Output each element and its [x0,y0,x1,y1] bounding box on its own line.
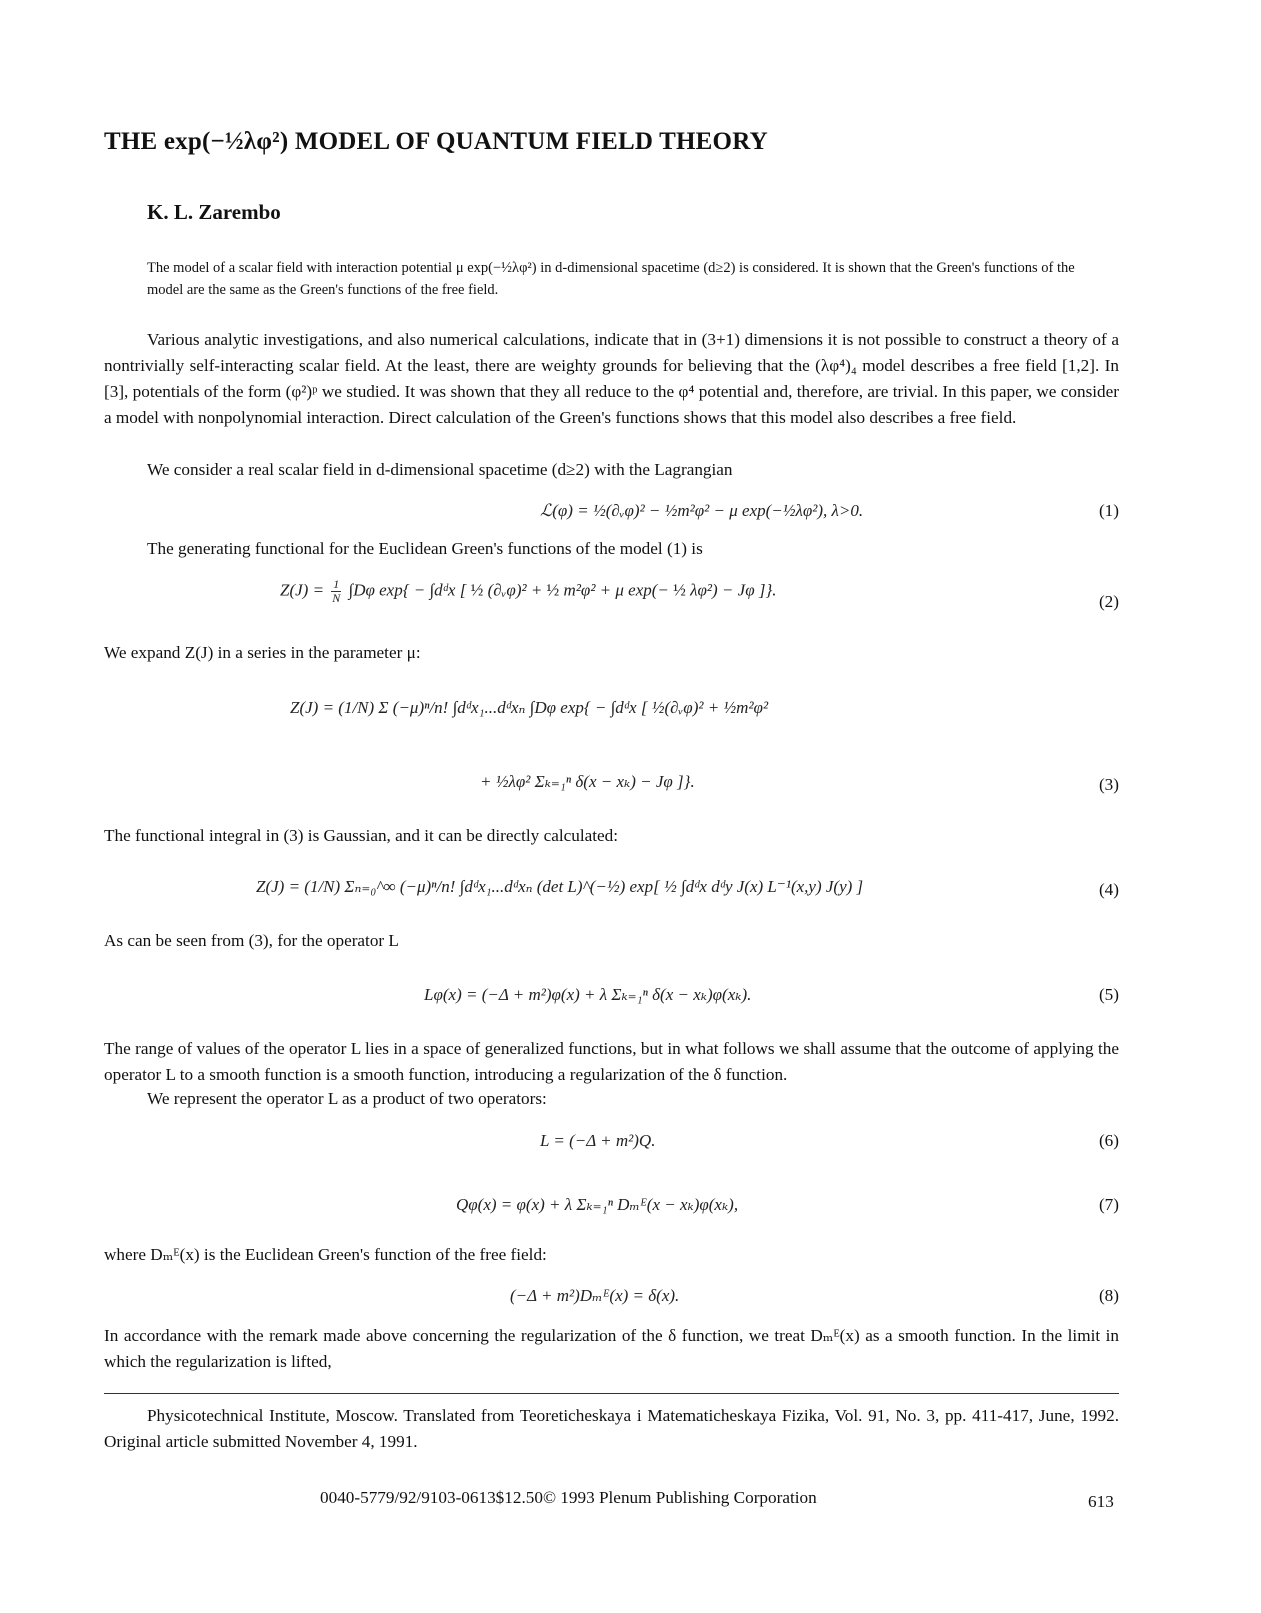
abstract: The model of a scalar field with interaction potential μ exp(−½λφ²) in d-dimensional spacetime (d≥2) is considered. It is shown that the Green's functions of the model are the same as the Green's functions of the free field. [147,260,1075,298]
page-number: 613 [1088,1492,1114,1511]
generating-intro: The generating functional for the Euclidean Green's functions of the model (1) is [147,539,703,558]
range-paragraph: The range of values of the operator L lies in a space of generalized functions, but in what follows we shall assume that the outcome of applying the operator L to a smooth function is a smooth function, introducing a regularization of the δ function. [104,1039,1119,1084]
equation-2-half-1: ½ [470,580,484,600]
operator-intro: As can be seen from (3), for the operator L [104,931,399,950]
equation-2-half-3: ½ [673,580,686,600]
closing-paragraph: In accordance with the remark made above concerning the regularization of the δ function, we treat Dₘᴱ(x) as a smooth function. In the limit in which the regularization is lifted, [104,1326,1119,1371]
equation-2-term3: λφ²) − Jφ ]}. [690,580,777,600]
equation-2-half-2: ½ [546,580,560,600]
equation-7: Qφ(x) = φ(x) + λ Σₖ₌₁ⁿ Dₘᴱ(x − xₖ)φ(xₖ), [456,1195,739,1214]
lagrangian-intro: We consider a real scalar field in d-dimensional spacetime (d≥2) with the Lagrangian [147,460,733,479]
intro-paragraph: Various analytic investigations, and also numerical calculations, indicate that in (3+1) dimensions it is not possible to construct a theory of a nontrivially self-interacting scalar field. At the least, there are weighty grounds for believing that the (λφ⁴)₄ model describes a free field [1,2]. In [3], potentials of the form (φ²)ᵖ we studied. It was shown that they all reduce to the φ⁴ potential and, therefore, are trivial. In this paper, we consider a model with nonpolynomial interaction. Direct calculation of the Green's functions shows that this model also describes a free field. [104,330,1119,427]
equation-1-number: (1) [1098,501,1119,520]
footnote: Physicotechnical Institute, Moscow. Translated from Teoreticheskaya i Matematicheskaya Fizika, Vol. 91, No. 3, pp. 411-417, June, 1992. Original article submitted November 4, 1991. [104,1406,1119,1451]
equation-2 [280,578,777,605]
imprint-line: 0040-5779/92/9103-0613$12.50© 1993 Plenum Publishing Corporation [320,1488,817,1507]
equation-8: (−Δ + m²)Dₘᴱ(x) = δ(x). [510,1286,680,1305]
author-name: K. L. Zarembo [147,200,281,224]
equation-7-number: (7) [1098,1195,1119,1214]
equation-2-term2: m²φ² + μ exp(− [563,580,669,600]
equation-4-number: (4) [1098,880,1119,899]
gaussian-intro: The functional integral in (3) is Gaussian, and it can be directly calculated: [104,826,619,845]
equation-5: Lφ(x) = (−Δ + m²)φ(x) + λ Σₖ₌₁ⁿ δ(x − xₖ)φ(xₖ). [424,985,752,1004]
equation-2-body: ∫Dφ exp{ − ∫dᵈx [ [348,580,467,600]
equation-4: Z(J) = (1/N) Σₙ₌₀^∞ (−μ)ⁿ/n! ∫dᵈx₁...dᵈxₙ (det L)^(−½) exp[ ½ ∫dᵈx dᵈy J(x) L⁻¹(x,y) J(y) ] [256,877,864,896]
equation-2-lhs: Z(J) = [280,580,325,600]
product-intro: We represent the operator L as a product of two operators: [147,1089,547,1108]
equation-8-number: (8) [1098,1286,1119,1305]
expand-intro: We expand Z(J) in a series in the parameter μ: [104,643,421,662]
equation-3-line-2: + ½λφ² Σₖ₌₁ⁿ δ(x − xₖ) − Jφ ]}. [480,772,695,791]
equation-3-number: (3) [1098,775,1119,794]
paper-title: THE exp(−½λφ²) MODEL OF QUANTUM FIELD THEORY [104,128,768,155]
equation-2-number: (2) [1098,592,1119,611]
footnote-divider [104,1393,1119,1394]
equation-6: L = (−Δ + m²)Q. [540,1131,656,1150]
where-line: where Dₘᴱ(x) is the Euclidean Green's function of the free field: [104,1245,547,1264]
equation-3-line-1: Z(J) = (1/N) Σ (−μ)ⁿ/n! ∫dᵈx₁...dᵈxₙ ∫Dφ exp{ − ∫dᵈx [ ½(∂ᵥφ)² + ½m²φ² [290,698,769,717]
equation-1: ℒ(φ) = ½(∂ᵥφ)² − ½m²φ² − μ exp(−½λφ²), λ>0. [540,501,864,520]
equation-5-number: (5) [1098,985,1119,1004]
equation-2-term1: (∂ᵥφ)² + [487,580,543,600]
equation-2-norm: $\frac{1}{N}$ [332,577,341,605]
equation-6-number: (6) [1098,1131,1119,1150]
